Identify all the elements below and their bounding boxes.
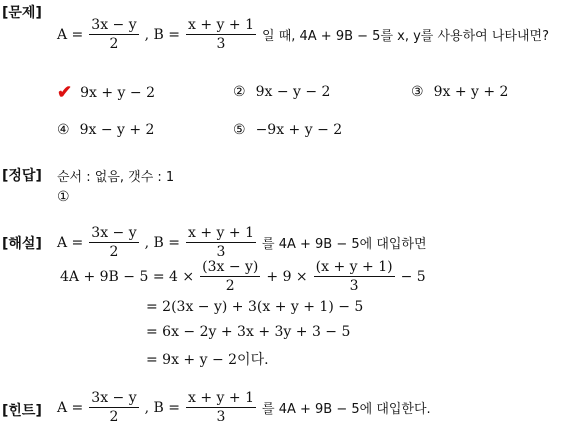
explanation-step-2: = 2(3x − y) + 3(x + y + 1) − 5	[146, 299, 364, 315]
choice-4[interactable]	[57, 122, 154, 138]
exp-a-lhs: A =	[57, 234, 84, 251]
a-fraction	[89, 18, 138, 51]
hint-tag: [힌트]	[2, 403, 42, 419]
b-denominator: 3	[216, 36, 226, 52]
hint-b-denominator: 3	[216, 409, 226, 425]
step1-lhs: 4A + 9B − 5 = 4 ×	[60, 268, 195, 285]
choice-3[interactable]	[411, 84, 508, 100]
circled-3-icon: ③	[411, 84, 424, 100]
exp-b-numerator: x + y + 1	[188, 225, 254, 241]
answer-tag: [정답]	[2, 168, 42, 184]
hint-b-fraction	[186, 391, 256, 424]
hint-text: 를 4A + 9B − 5에 대입한다.	[262, 402, 431, 417]
explanation-step-3: = 6x − 2y + 3x + 3y + 3 − 5	[146, 324, 351, 340]
step1-end: − 5	[400, 268, 426, 285]
choice-4-text: 9x − y + 2	[79, 122, 155, 138]
step1-numerator-1: (3x − y)	[202, 259, 259, 275]
choice-2[interactable]	[233, 84, 330, 100]
explanation-intro	[57, 226, 427, 259]
step1-fraction-2	[314, 260, 395, 293]
choice-1-text: 9x + y − 2	[80, 84, 155, 101]
exp-b-fraction	[186, 226, 256, 259]
hint-content	[57, 391, 431, 424]
choice-5[interactable]	[233, 122, 342, 138]
hint-a-denominator: 2	[109, 409, 119, 425]
exp-a-fraction	[89, 226, 138, 259]
problem-tag: [문제]	[2, 5, 42, 21]
circled-2-icon: ②	[233, 84, 246, 100]
explanation-intro-text: 를 4A + 9B − 5에 대입하면	[262, 237, 427, 252]
explanation-tag: [해설]	[2, 236, 42, 252]
exp-a-denominator: 2	[109, 244, 119, 260]
exp-a-numerator: 3x − y	[91, 225, 137, 241]
choice-5-text: −9x + y − 2	[255, 122, 343, 138]
exp-b-denominator: 3	[216, 244, 226, 260]
explanation-step-4: = 9x + y − 2이다.	[146, 352, 269, 368]
explanation-step-1	[60, 260, 426, 293]
b-lhs: , B =	[144, 26, 181, 43]
a-denominator: 2	[109, 36, 119, 52]
hint-a-lhs: A =	[57, 399, 84, 416]
a-lhs: A =	[57, 26, 84, 43]
hint-a-fraction	[89, 391, 138, 424]
exp-b-lhs: , B =	[144, 234, 181, 251]
hint-a-numerator: 3x − y	[91, 390, 137, 406]
choice-1[interactable]	[57, 82, 155, 103]
checkmark-icon: ✔	[57, 82, 73, 103]
step1-mid: + 9 ×	[266, 268, 308, 285]
answer-value: ①	[57, 189, 70, 205]
circled-5-icon: ⑤	[233, 122, 246, 138]
answer-info: 순서 : 없음, 갯수 : 1	[57, 170, 175, 185]
step1-denominator-2: 3	[349, 278, 359, 294]
hint-b-numerator: x + y + 1	[188, 390, 254, 406]
step1-numerator-2: (x + y + 1)	[315, 259, 393, 275]
b-fraction	[186, 18, 256, 51]
circled-4-icon: ④	[57, 122, 70, 138]
problem-text: 일 때, 4A + 9B − 5를 x, y를 사용하여 나타내면?	[262, 29, 549, 44]
b-numerator: x + y + 1	[188, 17, 254, 33]
step1-fraction-1	[200, 260, 260, 293]
a-numerator: 3x − y	[91, 17, 137, 33]
step1-denominator-1: 2	[225, 278, 235, 294]
choice-2-text: 9x − y − 2	[255, 84, 331, 100]
hint-b-lhs: , B =	[144, 399, 181, 416]
problem-statement	[57, 18, 549, 51]
choice-3-text: 9x + y + 2	[433, 84, 509, 100]
